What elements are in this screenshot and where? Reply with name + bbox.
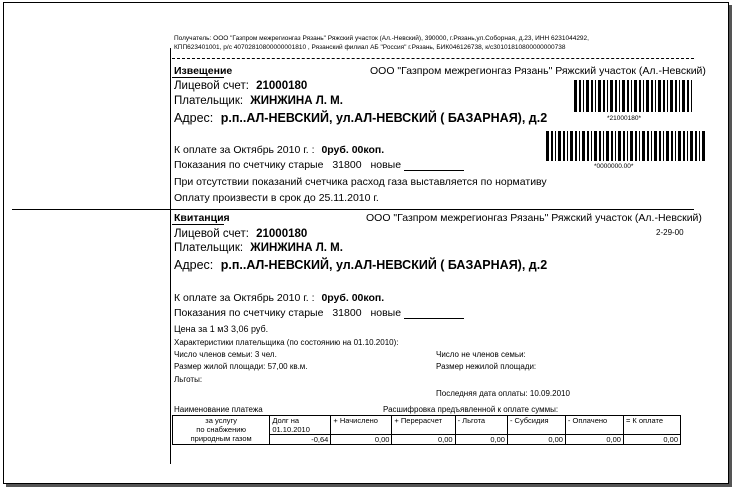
- receipt-benefits: Льготы:: [174, 375, 203, 384]
- value-subsidy: 0,00: [507, 435, 565, 445]
- receipt-price: Цена за 1 м3 3,06 руб.: [174, 324, 269, 334]
- receipt-readings: [174, 307, 464, 319]
- service-cell: [173, 416, 270, 445]
- notice-address-label: Адрес:: [174, 111, 214, 125]
- receipt-address-label: Адрес:: [174, 258, 214, 272]
- notice-readings-label: Показания по счетчику старые: [174, 159, 324, 171]
- cut-line-vertical: [170, 48, 171, 464]
- cut-line-middle: [12, 209, 694, 210]
- value-benefit: 0,00: [455, 435, 507, 445]
- payment-name-label: Наименование платежа: [174, 405, 263, 414]
- receipt-readings-new-blank: [404, 307, 464, 319]
- receipt-address: [174, 258, 547, 272]
- notice-deadline-text: Оплату произвести в срок до 25.11.2010 г.: [174, 192, 379, 204]
- receipt-family: Число членов семьи: 3 чел.: [174, 350, 277, 359]
- notice-due: [174, 144, 384, 156]
- cut-line-top: [172, 58, 694, 59]
- receipt-readings-new-label: новые: [370, 307, 402, 319]
- barcode-amount-text: *0000000.00*: [594, 163, 634, 170]
- receipt-account: [174, 228, 307, 240]
- header-recalc: + Перерасчет: [392, 416, 455, 435]
- value-recalc: 0,00: [392, 435, 455, 445]
- notice-payer: [174, 95, 343, 107]
- receipt-address-value: р.п..АЛ-НЕВСКИЙ, ул.АЛ-НЕВСКИЙ ( БАЗАРНАЯ), д.2: [220, 258, 548, 272]
- receipt-account-value: 21000180: [256, 228, 308, 240]
- receipt-last-payment: Последняя дата оплаты: 10.09.2010: [436, 389, 570, 398]
- notice-norm-text: При отсутствии показаний счетчика расход газа выставляется по нормативу: [174, 176, 547, 188]
- value-paid: 0,00: [565, 435, 623, 445]
- receipt-char-title: Характеристики плательщика (по состоянию на 01.10.2010):: [174, 338, 399, 347]
- header-debt: Долг на 01.10.2010: [270, 416, 331, 435]
- table-row: [173, 416, 681, 435]
- header-benefit: - Льгота: [455, 416, 507, 435]
- recipient-line-2: КПП623401001, р/с 40702810800000001810 , Рязанский филиал АБ "Россия" г.Рязань, БИК046126738, к/с30101810800000000738: [174, 44, 566, 51]
- receipt-non-family: Число не членов семьи:: [436, 350, 526, 359]
- value-debt: -0,64: [270, 435, 331, 445]
- notice-account-value: 21000180: [256, 80, 308, 92]
- service-line-2: по снабжению: [196, 425, 247, 434]
- value-charged: 0,00: [331, 435, 392, 445]
- receipt-living-area: Размер жилой площади: 57,00 кв.м.: [174, 362, 308, 371]
- notice-payer-label: Плательщик:: [174, 95, 244, 107]
- receipt-payer: [174, 242, 343, 254]
- service-line-1: за услугу: [205, 416, 238, 425]
- receipt-phone: 2-29-00: [656, 228, 684, 237]
- notice-payer-value: ЖИНЖИНА Л. М.: [250, 95, 343, 107]
- receipt-payer-value: ЖИНЖИНА Л. М.: [250, 242, 343, 254]
- receipt-due-value: 0руб. 00коп.: [321, 292, 385, 304]
- barcode-account-text: *21000180*: [607, 115, 641, 122]
- receipt-readings-old: 31800: [332, 307, 362, 319]
- service-line-3: природным газом: [190, 434, 252, 443]
- receipt-readings-label: Показания по счетчику старые: [174, 307, 324, 319]
- notice-address: [174, 111, 547, 125]
- header-charged: + Начислено: [331, 416, 392, 435]
- recipient-line-1: Получатель: ООО "Газпром межрегионгаз Рязань" Ряжский участок (Ал.-Невский), 390000, г.Рязань,ул.Соборная, д.23, ИНН 6231044292,: [174, 35, 589, 42]
- barcode-amount: [546, 131, 707, 161]
- receipt-nonliving-area: Размер нежилой площади:: [436, 362, 537, 371]
- receipt-title: Квитанция: [174, 212, 230, 224]
- notice-readings: [174, 159, 464, 171]
- notice-account-label: Лицевой счет:: [174, 80, 249, 92]
- notice-due-label: К оплате за Октябрь 2010 г. :: [174, 144, 315, 156]
- header-to-pay: = К оплате: [623, 416, 680, 435]
- notice-address-value: р.п..АЛ-НЕВСКИЙ, ул.АЛ-НЕВСКИЙ ( БАЗАРНАЯ), д.2: [220, 111, 548, 125]
- notice-due-value: 0руб. 00коп.: [321, 144, 385, 156]
- receipt-due-label: К оплате за Октябрь 2010 г. :: [174, 292, 315, 304]
- value-to-pay: 0,00: [623, 435, 680, 445]
- notice-title: Извещение: [174, 65, 233, 77]
- receipt-title-underline: [172, 224, 224, 225]
- receipt-due: [174, 292, 384, 304]
- receipt-account-label: Лицевой счет:: [174, 228, 249, 240]
- header-paid: - Оплачено: [565, 416, 623, 435]
- receipt-org: ООО "Газпром межрегионгаз Рязань" Ряжский участок (Ал.-Невский): [366, 212, 702, 224]
- breakdown-label: Расшифровка предъявленной к оплате суммы:: [383, 405, 559, 414]
- header-subsidy: - Субсидия: [507, 416, 565, 435]
- receipt-payer-label: Плательщик:: [174, 242, 244, 254]
- notice-title-underline: [172, 77, 224, 78]
- notice-account: [174, 80, 307, 92]
- notice-org: ООО "Газпром межрегионгаз Рязань" Ряжский участок (Ал.-Невский): [370, 65, 706, 77]
- breakdown-table: [172, 415, 681, 445]
- barcode-account: [574, 80, 694, 112]
- notice-readings-old: 31800: [332, 159, 362, 171]
- notice-readings-new-label: новые: [370, 159, 402, 171]
- notice-readings-new-blank: [404, 159, 464, 171]
